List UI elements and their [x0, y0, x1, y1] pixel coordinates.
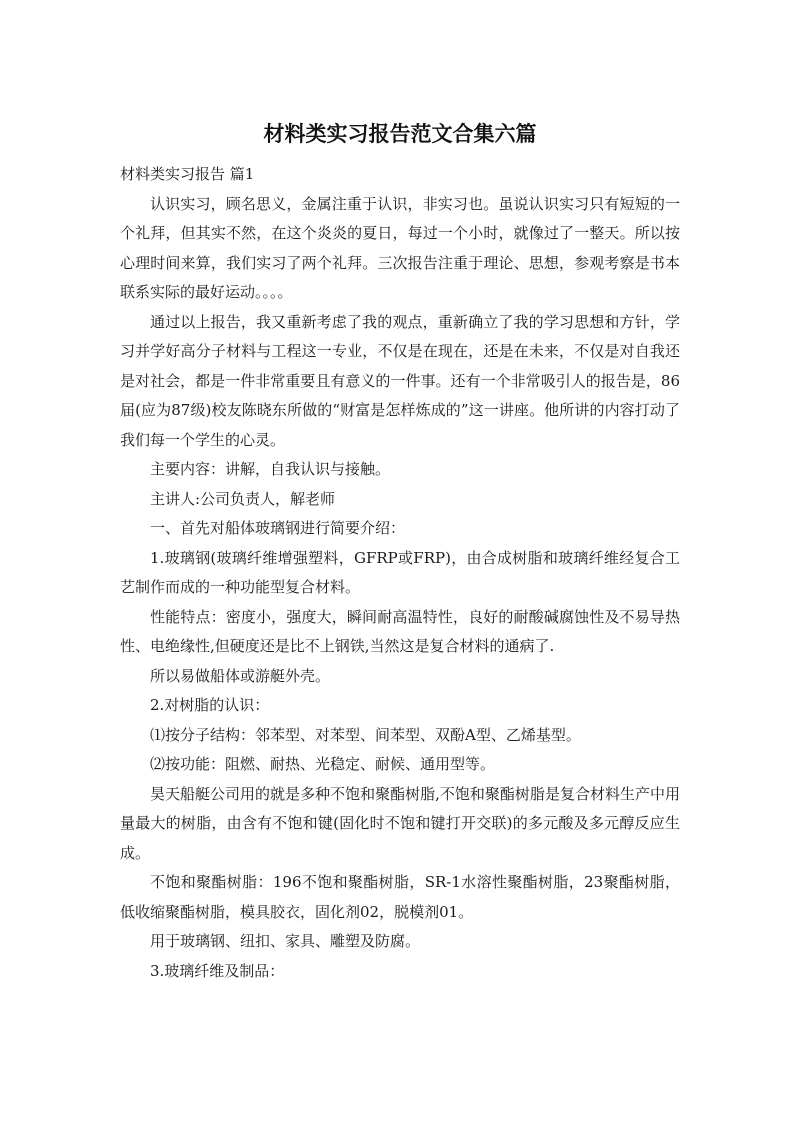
paragraph: 3.玻璃纤维及制品：: [150, 961, 285, 980]
paragraph: 主讲人:公司负责人，解老师: [150, 489, 336, 508]
paragraph: 主要内容：讲解，自我认识与接触。: [150, 460, 391, 478]
section-heading: 材料类实习报告 篇1: [120, 165, 255, 183]
paragraph: 一、首先对船体玻璃钢进行简要介绍：: [150, 519, 406, 537]
document-title: 材料类实习报告范文合集六篇: [263, 122, 537, 146]
document-body: [120, 160, 680, 986]
paragraph: 1.玻璃钢(玻璃纤维增强塑料，GFRP或FRP)，由合成树脂和玻璃纤维经复合工艺制作而成的一种功能型复合材料。: [120, 548, 680, 596]
paragraph: 昊天船艇公司用的就是多种不饱和聚酯树脂,不饱和聚酯树脂是复合材料生产中用量最大的树脂，由含有不饱和键(固化时不饱和键打开交联)的多元酸及多元醇反应生成。: [120, 784, 680, 862]
paragraph: ⑴按分子结构：邻苯型、对苯型、间苯型、双酚A型、乙烯基型。: [150, 725, 581, 744]
paragraph: 不饱和聚酯树脂：196不饱和聚酯树脂，SR-1水溶性聚酯树脂，23聚酯树脂，低收缩聚酯树脂，模具胶衣，固化剂02，脱模剂01。: [120, 873, 680, 921]
paragraph: 所以易做船体或游艇外壳。: [150, 666, 331, 685]
paragraph: 用于玻璃钢、纽扣、家具、雕塑及防腐。: [150, 932, 421, 950]
paragraph: ⑵按功能：阻燃、耐热、光稳定、耐候、通用型等。: [150, 755, 496, 773]
paragraph: 2.对树脂的认识：: [150, 696, 270, 714]
paragraph: 性能特点：密度小，强度大，瞬间耐高温特性，良好的耐酸碱腐蚀性及不易导热性、电绝缘性,但硬度还是比不上钢铁,当然这是复合材料的通病了.: [120, 607, 680, 655]
paragraph: 认识实习，顾名思义，金属注重于认识，非实习也。虽说认识实习只有短短的一个礼拜，但其实不然，在这个炎炎的夏日，每过一个小时，就像过了一整天。所以按心理时间来算，我们实习了两个礼拜。三次报告注重于理论、思想，参观考察是书本联系实际的最好运动。。。。: [120, 194, 680, 301]
paragraph: 通过以上报告，我又重新考虑了我的观点，重新确立了我的学习思想和方针，学习并学好高分子材料与工程这一专业，不仅是在现在，还是在未来，不仅是对自我还是对社会，都是一件非常重要且有意义的一件事。还有一个非常吸引人的报告是，86届(应为87级)校友陈晓东所做的“财富是怎样炼成的”这一讲座。他所讲的内容打动了我们每一个学生的心灵。: [120, 312, 680, 449]
